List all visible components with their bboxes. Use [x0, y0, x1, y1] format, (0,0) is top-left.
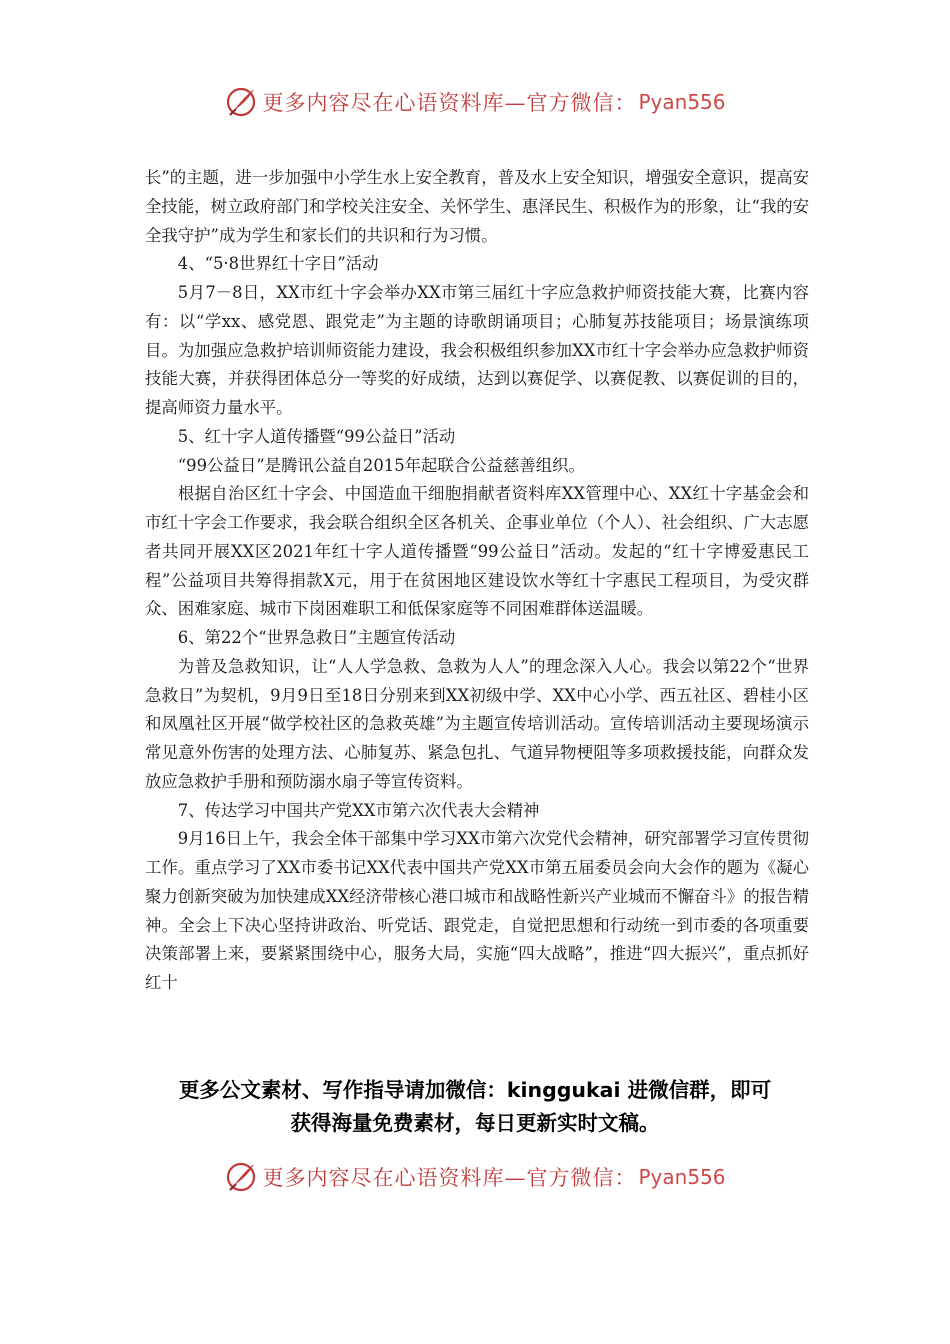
- paragraph: 5月7－8日，XX市红十字会举办XX市第三届红十字应急救护师资技能大赛，比赛内容有：以“学xx、感党恩、跟党走”为主题的诗歌朗诵项目；心肺复苏技能项目；场景演练项目。为加强应急救护培训师资能力建设，我会积极组织参加XX市红十字会举办应急救护师资技能大赛，并获得团体总分一等奖的好成绩，达到以赛促学、以赛促教、以赛促训的目的，提高师资力量水平。: [145, 283, 809, 417]
- section-heading-5: 5、红十字人道传播暨“99公益日”活动: [177, 426, 456, 446]
- paragraph: 根据自治区红十字会、中国造血干细胞捐献者资料库XX管理中心、XX红十字基金会和市红十字会工作要求，我会联合组织全区各机关、企事业单位（个人）、社会组织、广大志愿者共同开展XX区2021年红十字人道传播暨“99公益日”活动。发起的“红十字博爱惠民工程”公益项目共筹得捐款X元，用于在贫困地区建设饮水等红十字惠民工程项目，为受灾群众、困难家庭、城市下岗困难职工和低保家庭等不同困难群体送温暖。: [145, 484, 809, 619]
- paragraph: “99公益日”是腾讯公益自2015年起联合公益慈善组织。: [177, 455, 585, 475]
- header-banner-text: 更多内容尽在心语资料库—官方微信：: [262, 91, 637, 115]
- header-banner: [0, 82, 950, 122]
- footer-banner-text: 更多内容尽在心语资料库—官方微信：: [262, 1166, 637, 1190]
- paragraph-continued: 长”的主题，进一步加强中小学生水上安全教育，普及水上安全知识，增强安全意识，提高安全技能，树立政府部门和学校关注安全、关怀学生、惠泽民生、积极作为的形象，让“我的安全我守护”成为学生和家长们的共识和行为习惯。: [145, 168, 810, 245]
- footer-wechat-id: Pyan556: [638, 1165, 726, 1189]
- promo-line-2: 获得海量免费素材，每日更新实时文稿。: [290, 1111, 660, 1135]
- header-wechat-id: Pyan556: [638, 90, 726, 114]
- quill-logo-icon: [224, 1160, 258, 1194]
- footer-banner: [0, 1157, 950, 1197]
- quill-logo-icon: [224, 85, 258, 119]
- paragraph: 为普及急救知识，让“人人学急救、急救为人人”的理念深入人心。我会以第22个“世界急救日”为契机，9月9日至18日分别来到XX初级中学、XX中心小学、西五社区、碧桂小区和凤凰社区开展“做学校社区的急救英雄”为主题宣传培训活动。宣传培训活动主要现场演示常见意外伤害的处理方法、心肺复苏、紧急包扎、气道异物梗阻等多项救援技能，向群众发放应急救护手册和预防溺水扇子等宣传资料。: [145, 656, 809, 791]
- section-heading-6: 6、第22个“世界急救日”主题宣传活动: [177, 628, 456, 647]
- document-body: [145, 164, 809, 998]
- promo-line-1: 更多公文素材、写作指导请加微信：kinggukai 进微信群，即可: [178, 1078, 772, 1102]
- paragraph: 9月16日上午，我会全体干部集中学习XX市第六次党代会精神，研究部署学习宣传贯彻工作。重点学习了XX市委书记XX代表中国共产党XX市第五届委员会向大会作的题为《凝心聚力创新突破为加快建成XX经济带核心港口城市和战略性新兴产业城而不懈奋斗》的报告精神。全会上下决心坚持讲政治、听党话、跟党走，自觉把思想和行动统一到市委的各项重要决策部署上来，要紧紧围绕中心，服务大局，实施“四大战略”，推进“四大振兴”，重点抓好红十: [145, 829, 809, 992]
- promo-notice: [130, 1074, 820, 1140]
- section-heading-4: 4、“5·8世界红十字日”活动: [177, 254, 379, 274]
- section-heading-7: 7、传达学习中国共产党XX市第六次代表大会精神: [177, 800, 540, 820]
